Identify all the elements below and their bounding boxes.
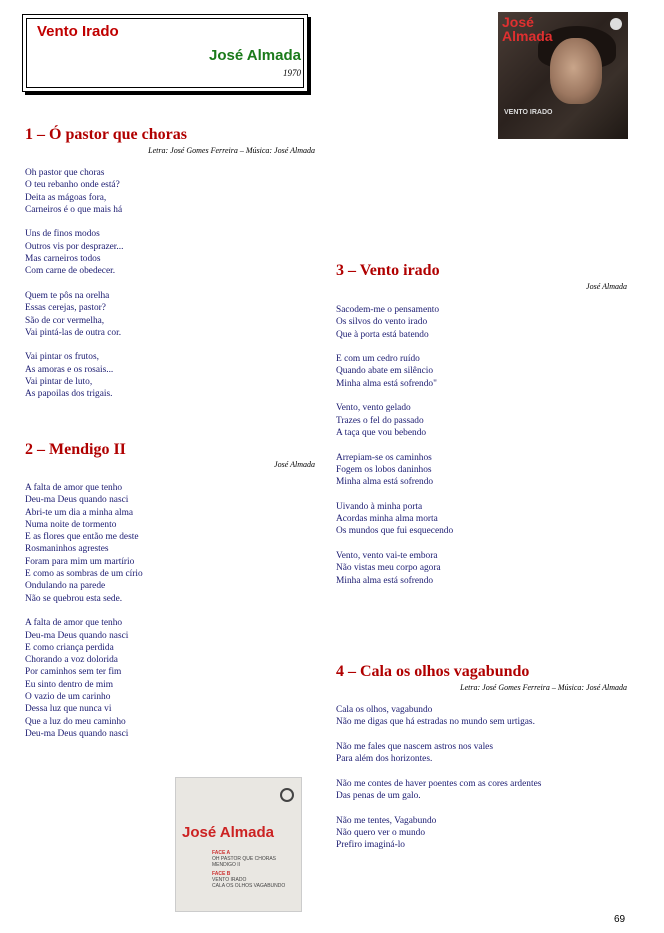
back-cover-image	[175, 777, 302, 912]
lyric-line: Não me digas que há estradas no mundo sem urtigas.	[336, 717, 535, 728]
lyric-line: Foram para mim um martírio	[25, 556, 135, 567]
label-logo-icon	[280, 788, 294, 802]
lyric-line: Deu-ma Deus quando nasci	[25, 728, 129, 739]
lyric-line: A taça que vou bebendo	[336, 427, 427, 438]
song-title-4: 4 – Cala os olhos vagabundo	[336, 663, 530, 680]
lyric-line: Rosmaninhos agrestes	[25, 544, 109, 555]
lyric-line: Não quero ver o mundo	[336, 827, 426, 838]
tracklist-side: FACE A	[212, 850, 231, 856]
stanza	[336, 550, 453, 587]
lyric-line: Para além dos horizontes.	[336, 754, 433, 765]
song-title-1: 1 – Ó pastor que choras	[25, 126, 187, 143]
lyric-line: A falta de amor que tenho	[25, 618, 123, 629]
lyric-line: Ondulando na parede	[25, 581, 106, 592]
stanza	[336, 741, 541, 766]
stanza	[336, 304, 453, 341]
lyric-line: Essas cerejas, pastor?	[25, 303, 106, 314]
stanza	[25, 351, 123, 400]
song-title-2: 2 – Mendigo II	[25, 441, 126, 458]
stanza	[336, 704, 541, 729]
lyric-line: Vai pintar os frutos,	[25, 352, 99, 363]
lyric-line: Das penas de um galo.	[336, 791, 421, 802]
lyric-line: Prefiro imaginá-lo	[336, 840, 405, 851]
lyric-line: Não me tentes, Vagabundo	[336, 815, 437, 826]
song-credit-3: José Almada	[586, 282, 627, 291]
page-number: 69	[614, 914, 626, 925]
lyric-line: E como criança perdida	[25, 642, 114, 653]
cover-portrait-face	[550, 38, 602, 104]
back-cover-tracklist	[212, 850, 285, 889]
stanza	[336, 501, 453, 538]
tracklist-side: FACE B	[212, 871, 231, 877]
stanza	[25, 482, 143, 605]
lyric-line: Uns de finos modos	[25, 229, 100, 240]
album-artist: José Almada	[209, 47, 301, 64]
lyric-line: Deita as mágoas fora,	[25, 192, 107, 203]
back-cover-artist: José Almada	[182, 824, 274, 841]
lyric-line: Os silvos do vento irado	[336, 317, 428, 328]
tracklist-item: VENTO IRADO	[212, 877, 247, 883]
stanza	[25, 290, 123, 339]
lyric-line: Uivando à minha porta	[336, 501, 423, 512]
song-credit-4: Letra: José Gomes Ferreira – Música: José Almada	[460, 683, 627, 692]
stanza	[25, 167, 123, 216]
stanza	[336, 452, 453, 489]
stanza	[25, 617, 143, 740]
lyric-line: O teu rebanho onde está?	[25, 180, 120, 191]
stanza	[25, 228, 123, 277]
lyric-line: Deu-ma Deus quando nasci	[25, 495, 129, 506]
song-lyrics-3	[336, 304, 453, 599]
stanza	[336, 402, 453, 439]
lyric-line: Acordas minha alma morta	[336, 514, 438, 525]
stanza	[336, 353, 453, 390]
lyric-line: E como as sombras de um círio	[25, 569, 143, 580]
lyric-line: Cala os olhos, vagabundo	[336, 705, 433, 715]
lyric-line: Numa noite de tormento	[25, 519, 117, 530]
lyric-line: Sacodem-me o pensamento	[336, 305, 440, 315]
lyric-line: Oh pastor que choras	[25, 168, 105, 178]
lyric-line: Que à porta está batendo	[336, 329, 429, 340]
lyric-line: Vento, vento vai-te embora	[336, 550, 438, 561]
lyric-line: Fogem os lobos daninhos	[336, 464, 432, 475]
lyric-line: E as flores que então me deste	[25, 532, 139, 543]
album-year: 1970	[283, 68, 301, 78]
lyric-line: Vai pintar de luto,	[25, 377, 93, 388]
lyric-line: Trazes o fel do passado	[336, 415, 424, 426]
song-title-3: 3 – Vento irado	[336, 262, 440, 279]
lyric-line: Arrepiam-se os caminhos	[336, 452, 432, 463]
lyric-line: Vento, vento gelado	[336, 403, 411, 414]
song-lyrics-2	[25, 482, 143, 753]
lyric-line: Dessa luz que nunca vi	[25, 704, 112, 715]
lyric-line: O vazio de um carinho	[25, 692, 111, 703]
lyric-line: Eu sinto dentro de mim	[25, 679, 114, 690]
stanza	[336, 778, 541, 803]
lyric-line: Mas carneiros todos	[25, 254, 101, 265]
song-lyrics-1	[25, 167, 123, 413]
song-lyrics-4	[336, 704, 541, 864]
lyric-line: Chorando a voz dolorida	[25, 655, 118, 666]
lyric-line: Quem te pôs na orelha	[25, 290, 110, 301]
stanza	[336, 815, 541, 852]
lyric-line: Por caminhos sem ter fim	[25, 667, 122, 678]
lyric-line: Não vistas meu corpo agora	[336, 563, 441, 574]
album-header-box	[22, 14, 308, 92]
lyric-line: As papoilas dos trigais.	[25, 389, 113, 400]
front-cover-album: VENTO IRADO	[504, 109, 553, 116]
lyric-line: Carneiros é o que mais há	[25, 204, 123, 215]
front-cover-artist: José Almada	[502, 14, 553, 44]
lyric-line: A falta de amor que tenho	[25, 483, 123, 493]
tracklist-item: CALA OS OLHOS VAGABUNDO	[212, 883, 286, 889]
lyric-line: Não me contes de haver poentes com as cores ardentes	[336, 778, 542, 789]
tracklist-item: MENDIGO II	[212, 862, 241, 868]
song-credit-1: Letra: José Gomes Ferreira – Música: José Almada	[148, 146, 315, 155]
lyric-line: As amoras e os rosais...	[25, 364, 114, 375]
album-title: Vento Irado	[37, 23, 119, 40]
lyric-line: Minha alma está sofrendo"	[336, 378, 437, 389]
lyric-line: Minha alma está sofrendo	[336, 477, 434, 488]
lyric-line: E com um cedro ruído	[336, 354, 420, 365]
song-credit-2: José Almada	[274, 460, 315, 469]
lyric-line: Deu-ma Deus quando nasci	[25, 630, 129, 641]
front-cover-image	[498, 12, 628, 139]
lyric-line: São de cor vermelha,	[25, 315, 105, 326]
lyric-line: Que a luz do meu caminho	[25, 716, 126, 727]
lyric-line: Com carne de obedecer.	[25, 266, 116, 277]
lyric-line: Minha alma está sofrendo	[336, 575, 434, 586]
lyric-line: Não me fales que nascem astros nos vales	[336, 741, 493, 752]
lyric-line: Os mundos que fui esquecendo	[336, 526, 454, 537]
label-logo-icon	[610, 18, 622, 30]
lyric-line: Abri-te um dia a minha alma	[25, 507, 134, 518]
lyric-line: Vai pintá-las de outra cor.	[25, 327, 122, 338]
lyric-line: Não se quebrou esta sede.	[25, 593, 123, 604]
lyric-line: Quando abate em silêncio	[336, 366, 434, 377]
lyric-line: Outros vis por desprazer...	[25, 241, 124, 252]
tracklist-item: OH PASTOR QUE CHORAS	[212, 856, 276, 862]
